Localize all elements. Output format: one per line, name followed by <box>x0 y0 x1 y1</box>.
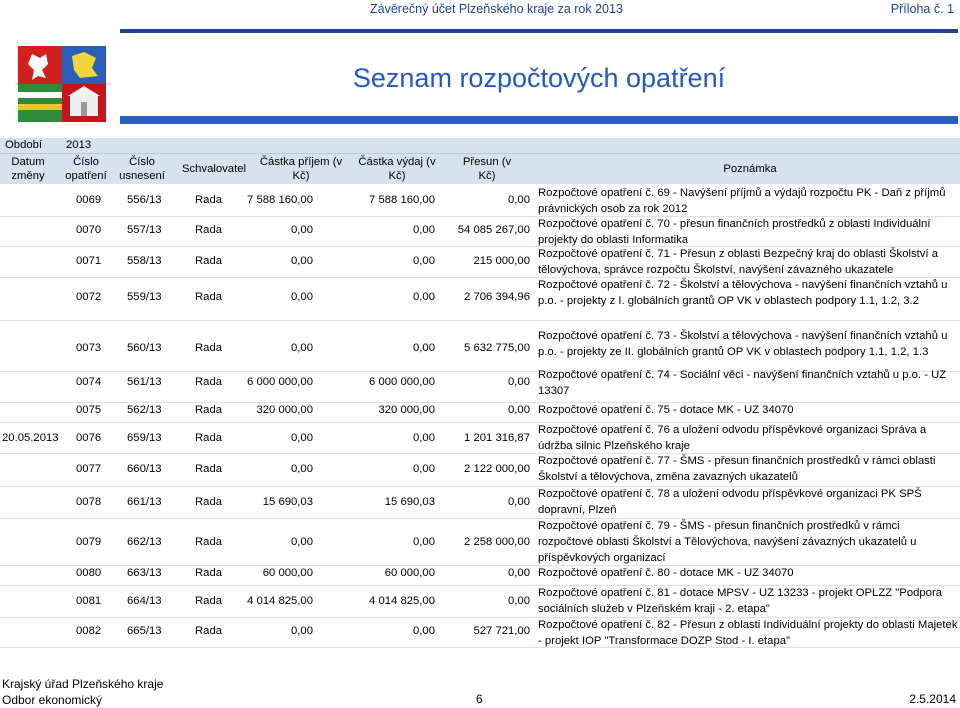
approver: Rada <box>195 432 223 444</box>
period-value: 2013 <box>66 139 92 151</box>
income-amount: 7 588 160,00 <box>247 194 313 206</box>
expense-amount: 4 014 825,00 <box>369 595 435 607</box>
transfer-amount: 2 258 000,00 <box>464 536 530 548</box>
note: Rozpočtové opatření č. 76 a uložení odvodu příspěvkové organizaci Správa a údržba silnic Plzeňského kraje <box>538 424 927 452</box>
coat-of-arms-icon <box>18 46 106 122</box>
col-transfer: Přesun (v Kč) <box>462 156 512 182</box>
table-row <box>0 328 960 372</box>
transfer-amount: 2 122 000,00 <box>464 463 530 475</box>
change-date: 20.05.2013 <box>2 432 59 444</box>
approver: Rada <box>195 342 223 354</box>
col-approver: Schvalovatel <box>181 163 247 175</box>
measure-number: 0069 <box>76 194 102 206</box>
attachment-label: Příloha č. 1 <box>890 2 954 16</box>
col-note: Poznámka <box>723 163 777 175</box>
note: Rozpočtové opatření č. 72 - Školství a tělovýchova - navýšení finančních vztahů u p.o. - projekty z I. globálních grantů OP VK v oblastech podpory 1.1, 1.2, 3.2 <box>538 279 948 307</box>
note: Rozpočtové opatření č. 70 - přesun finančních prostředků z oblasti Individuální projekty do oblasti Informatika <box>538 218 931 246</box>
document-header <box>0 0 960 20</box>
note: Rozpočtové opatření č. 80 - dotace MK - UZ 34070 <box>538 567 794 579</box>
footer-date: 2.5.2014 <box>909 692 956 706</box>
transfer-amount: 54 085 267,00 <box>457 224 530 236</box>
approver: Rada <box>195 255 223 267</box>
expense-amount: 0,00 <box>413 432 435 444</box>
transfer-amount: 2 706 394,96 <box>464 291 530 303</box>
approver: Rada <box>195 595 223 607</box>
resolution-number: 562/13 <box>127 404 162 416</box>
transfer-amount: 0,00 <box>508 376 530 388</box>
column-header-row <box>0 154 960 184</box>
note: Rozpočtové opatření č. 69 - Navýšení příjmů a výdajů rozpočtu PK - Daň z příjmů právnických osob za rok 2012 <box>538 187 946 215</box>
table-row <box>0 453 960 487</box>
note: Rozpočtové opatření č. 71 - Přesun z oblasti Bezpečný kraj do oblasti Školství a tělovýchova, správce rozpočtu Školství, navýšení závazného ukazatele <box>538 248 938 276</box>
note: Rozpočtové opatření č. 75 - dotace MK - UZ 34070 <box>538 404 794 416</box>
income-amount: 60 000,00 <box>262 567 313 579</box>
table-row <box>0 216 960 247</box>
income-amount: 0,00 <box>291 625 313 637</box>
transfer-amount: 5 632 775,00 <box>464 342 530 354</box>
expense-amount: 0,00 <box>413 255 435 267</box>
resolution-number: 662/13 <box>127 536 162 548</box>
page-title: Seznam rozpočtových opatření <box>352 63 726 93</box>
measure-number: 0081 <box>76 595 102 607</box>
table-row <box>0 185 960 217</box>
expense-amount: 0,00 <box>413 536 435 548</box>
income-amount: 0,00 <box>291 255 313 267</box>
resolution-number: 557/13 <box>127 224 162 236</box>
income-amount: 0,00 <box>291 463 313 475</box>
approver: Rada <box>195 224 223 236</box>
measure-number: 0071 <box>76 255 102 267</box>
measure-number: 0076 <box>76 432 102 444</box>
income-amount: 0,00 <box>291 224 313 236</box>
period-label: Období <box>5 139 43 151</box>
expense-amount: 0,00 <box>413 224 435 236</box>
note: Rozpočtové opatření č. 73 - Školství a tělovýchova - navýšení finančních vztahů u p.o. - projekty ze II. globálních grantů OP VK v oblastech podpory 1.1, 1.2, 1.3 <box>538 330 948 358</box>
resolution-number: 659/13 <box>127 432 162 444</box>
measure-number: 0079 <box>76 536 102 548</box>
measure-number: 0072 <box>76 291 102 303</box>
table-row <box>0 277 960 321</box>
note: Rozpočtové opatření č. 81 - dotace MPSV - UZ 13233 - projekt OPLZZ "Podpora sociálních služeb v Plzeňském kraji - 2. etapa" <box>538 587 942 615</box>
income-amount: 4 014 825,00 <box>247 595 313 607</box>
table-row <box>0 246 960 278</box>
note: Rozpočtové opatření č. 74 - Sociální věci - navýšení finančních vztahů u p.o. - UZ 13307 <box>538 369 947 397</box>
income-amount: 15 690,03 <box>262 496 313 508</box>
col-date: Datum změny <box>11 156 45 182</box>
income-amount: 6 000 000,00 <box>247 376 313 388</box>
resolution-number: 661/13 <box>127 496 162 508</box>
transfer-amount: 0,00 <box>508 595 530 607</box>
approver: Rada <box>195 376 223 388</box>
table-row <box>0 367 960 403</box>
expense-amount: 6 000 000,00 <box>369 376 435 388</box>
expense-amount: 0,00 <box>413 342 435 354</box>
approver: Rada <box>195 194 223 206</box>
income-amount: 0,00 <box>291 291 313 303</box>
footer-office: Krajský úřad Plzeňského kraje <box>2 677 164 691</box>
resolution-number: 660/13 <box>127 463 162 475</box>
expense-amount: 7 588 160,00 <box>369 194 435 206</box>
table-row <box>0 617 960 648</box>
table-row <box>0 486 960 519</box>
expense-amount: 60 000,00 <box>384 567 435 579</box>
expense-amount: 15 690,03 <box>384 496 435 508</box>
expense-amount: 320 000,00 <box>378 404 435 416</box>
measure-number: 0080 <box>76 567 102 579</box>
footer-department: Odbor ekonomický <box>2 693 103 707</box>
approver: Rada <box>195 567 223 579</box>
expense-amount: 0,00 <box>413 291 435 303</box>
table-row <box>0 565 960 586</box>
table-row <box>0 518 960 566</box>
expense-amount: 0,00 <box>413 463 435 475</box>
approver: Rada <box>195 496 223 508</box>
resolution-number: 663/13 <box>127 567 162 579</box>
table-row <box>0 402 960 423</box>
note: Rozpočtové opatření č. 79 - ŠMS - přesun finančních prostředků v rámci rozpočtové oblasti Školství a Tělovýchova, navýšení závazných ukazatelů u příspěvkových organizací <box>538 520 917 564</box>
measure-number: 0073 <box>76 342 102 354</box>
measure-number: 0070 <box>76 224 102 236</box>
measure-number: 0077 <box>76 463 102 475</box>
transfer-amount: 0,00 <box>508 404 530 416</box>
approver: Rada <box>195 625 223 637</box>
transfer-amount: 0,00 <box>508 194 530 206</box>
note: Rozpočtové opatření č. 78 a uložení odvodu příspěvkové organizaci PK SPŠ dopravní, Plzeň <box>538 488 922 516</box>
approver: Rada <box>195 536 223 548</box>
document-title: Závěrečný účet Plzeňského kraje za rok 2013 <box>370 2 623 16</box>
income-amount: 0,00 <box>291 342 313 354</box>
note: Rozpočtové opatření č. 82 - Přesun z oblasti Individuální projekty do oblasti Majetek - projekt IOP "Transformace DOZP Stod - I. etapa" <box>538 619 958 647</box>
measure-number: 0078 <box>76 496 102 508</box>
income-amount: 0,00 <box>291 432 313 444</box>
resolution-number: 558/13 <box>127 255 162 267</box>
approver: Rada <box>195 463 223 475</box>
table-row <box>0 585 960 618</box>
transfer-amount: 0,00 <box>508 567 530 579</box>
resolution-number: 665/13 <box>127 625 162 637</box>
table-row <box>0 422 960 454</box>
resolution-number: 556/13 <box>127 194 162 206</box>
income-amount: 320 000,00 <box>256 404 313 416</box>
period-row <box>0 138 960 154</box>
approver: Rada <box>195 291 223 303</box>
page-number: 6 <box>476 692 483 706</box>
measure-number: 0075 <box>76 404 102 416</box>
measure-number: 0082 <box>76 625 102 637</box>
approver: Rada <box>195 404 223 416</box>
resolution-number: 560/13 <box>127 342 162 354</box>
title-banner <box>120 29 958 124</box>
transfer-amount: 0,00 <box>508 496 530 508</box>
measure-number: 0074 <box>76 376 102 388</box>
col-expense: Částka výdaj (v Kč) <box>358 156 436 182</box>
expense-amount: 0,00 <box>413 625 435 637</box>
transfer-amount: 527 721,00 <box>473 625 530 637</box>
resolution-number: 664/13 <box>127 595 162 607</box>
banner-bar <box>120 116 958 124</box>
col-number: Číslo opatření <box>65 156 107 182</box>
resolution-number: 561/13 <box>127 376 162 388</box>
transfer-amount: 1 201 316,87 <box>464 432 530 444</box>
note: Rozpočtové opatření č. 77 - ŠMS - přesun finančních prostředků v rámci oblasti Školství a tělovýchova, změna zavazných ukazatelů <box>538 455 936 483</box>
col-income: Částka příjem (v Kč) <box>259 156 343 182</box>
col-resolution: Číslo usnesení <box>119 156 165 182</box>
income-amount: 0,00 <box>291 536 313 548</box>
transfer-amount: 215 000,00 <box>473 255 530 267</box>
resolution-number: 559/13 <box>127 291 162 303</box>
